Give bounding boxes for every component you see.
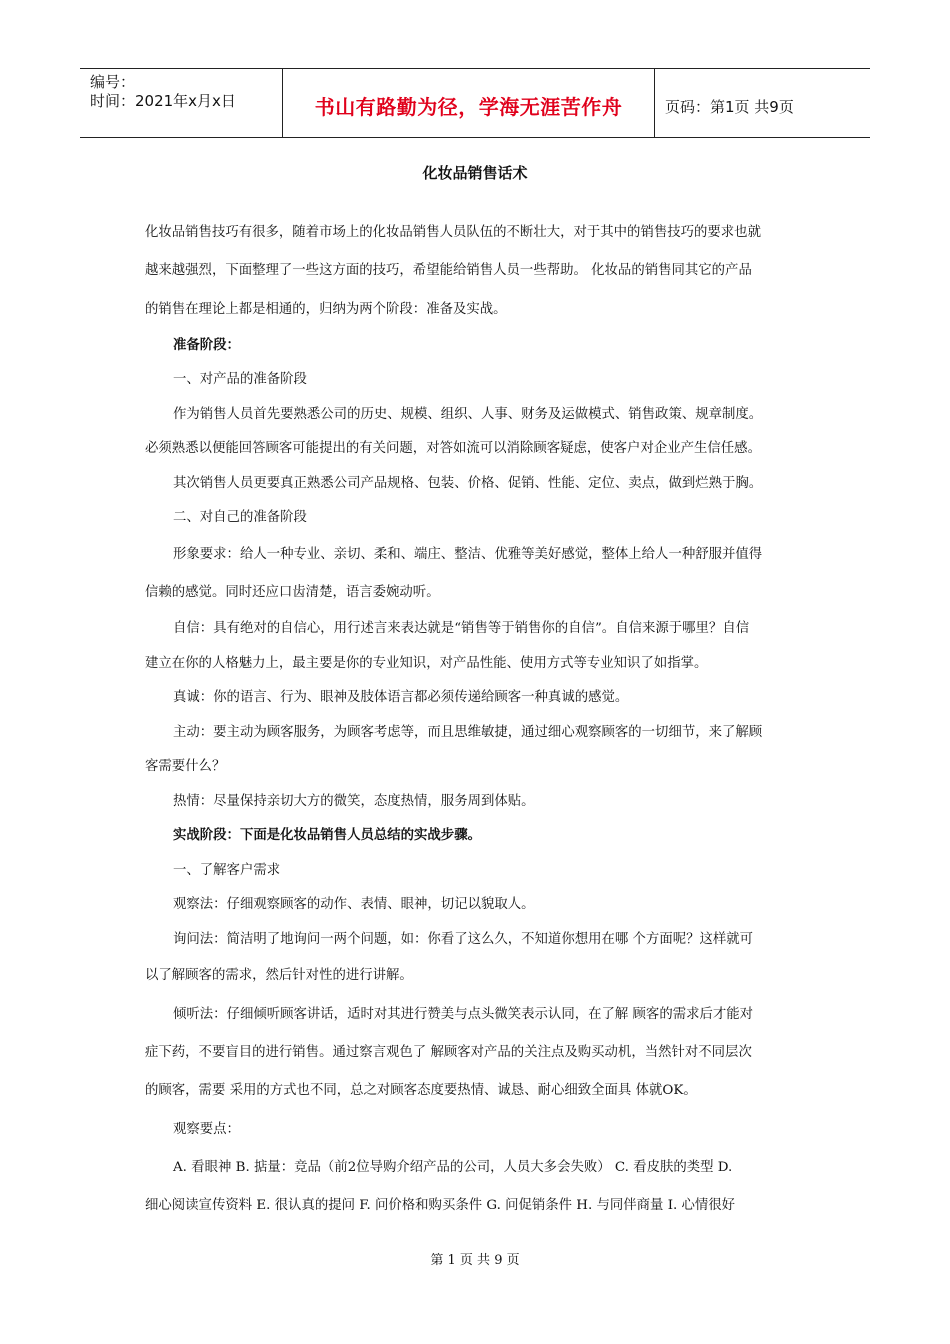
time-label: 时间：2021年x月x日: [90, 92, 236, 110]
paragraph-line: 主动：要主动为顾客服务，为顾客考虑等，而且思维敏捷，通过细心观察顾客的一切细节，来了解顾: [173, 724, 763, 740]
paragraph-line: 必须熟悉以便能回答顾客可能提出的有关问题，对答如流可以消除顾客疑虑，使客户对企业产生信任感。: [145, 441, 761, 457]
paragraph-line: 症下药，不要盲目的进行销售。通过察言观色了 解顾客对产品的关注点及购买动机，当然针对不同层次: [145, 1045, 752, 1061]
paragraph-line: 客需要什么？: [145, 759, 226, 775]
page-footer: 第 1 页 共 9 页: [430, 1253, 520, 1268]
number-label: 编号：: [90, 73, 136, 91]
paragraph-line: 的顾客，需要 采用的方式也不同，总之对顾客态度要热情、诚恳、耐心细致全面具 体就OK。: [145, 1083, 697, 1099]
paragraph-line: 倾听法：仔细倾听顾客讲话，适时对其进行赞美与点头微笑表示认同，在了解 顾客的需求后才能对: [173, 1006, 754, 1022]
header-motto-cell: [282, 69, 655, 137]
document-title: 化妆品销售话术: [422, 164, 528, 182]
document-header: [80, 68, 870, 138]
needs-heading: 一、了解客户需求: [173, 862, 281, 878]
paragraph-line: 细心阅读宣传资料 E. 很认真的提问 F. 问价格和购买条件 G. 问促销条件 H. 与同伴商量 I. 心情很好: [145, 1198, 736, 1214]
combat-heading: 实战阶段：下面是化妆品销售人员总结的实战步骤。: [173, 828, 481, 844]
page-label: 页码：第1页 共9页: [665, 98, 794, 116]
document-body: [145, 214, 813, 1226]
paragraph-line: 以了解顾客的需求，然后针对性的进行讲解。: [145, 968, 413, 984]
paragraph-line: 形象要求：给人一种专业、亲切、柔和、端庄、整洁、优雅等美好感觉，整体上给人一种舒服并值得: [173, 546, 763, 562]
prep-heading: 准备阶段：: [173, 337, 240, 353]
paragraph-line: 观察法：仔细观察顾客的动作、表情、眼神，切记以貌取人。: [173, 897, 535, 913]
header-page-cell: [655, 69, 870, 137]
paragraph-line: 建立在你的人格魅力上，最主要是你的专业知识，对产品性能、使用方式等专业知识了如指掌。: [145, 655, 708, 671]
intro-line: 化妆品销售技巧有很多，随着市场上的化妆品销售人员队伍的不断壮大，对于其中的销售技巧的要求也就: [145, 225, 761, 240]
paragraph-line: 信赖的感觉。同时还应口齿清楚，语言委婉动听。: [145, 585, 440, 601]
intro-line: 的销售在理论上都是相通的，归纳为两个阶段：准备及实战。: [145, 301, 507, 317]
points-heading: 观察要点：: [173, 1121, 240, 1137]
product-prep-heading: 一、对产品的准备阶段: [173, 372, 307, 388]
paragraph-line: 其次销售人员更要真正熟悉公司产品规格、包装、价格、促销、性能、定位、卖点，做到烂熟于胸。: [173, 475, 763, 491]
motto: 书山有路勤为径，学海无涯苦作舟: [314, 94, 623, 119]
self-prep-heading: 二、对自己的准备阶段: [173, 510, 307, 526]
paragraph-line: 热情：尽量保持亲切大方的微笑，态度热情，服务周到体贴。: [173, 793, 535, 809]
header-meta: [80, 69, 282, 137]
paragraph-line: 真诚：你的语言、行为、眼神及肢体语言都必须传递给顾客一种真诚的感觉。: [173, 690, 629, 706]
intro-line: 越来越强烈，下面整理了一些这方面的技巧，希望能给销售人员一些帮助。 化妆品的销售同其它的产品: [145, 263, 752, 279]
paragraph-line: 询问法：简洁明了地询问一两个问题，如：你看了这么久，不知道你想用在哪 个方面呢？这样就可: [173, 931, 754, 947]
paragraph-line: A. 看眼神 B. 掂量：竞品（前2位导购介绍产品的公司，人员大多会失败） C. 看皮肤的类型 D.: [173, 1159, 733, 1175]
paragraph-line: 作为销售人员首先要熟悉公司的历史、规模、组织、人事、财务及运做模式、销售政策、规章制度。: [173, 406, 763, 422]
paragraph-line: 自信：具有绝对的自信心，用行述言来表达就是“销售等于销售你的自信”。自信来源于哪里？自信: [173, 621, 750, 637]
